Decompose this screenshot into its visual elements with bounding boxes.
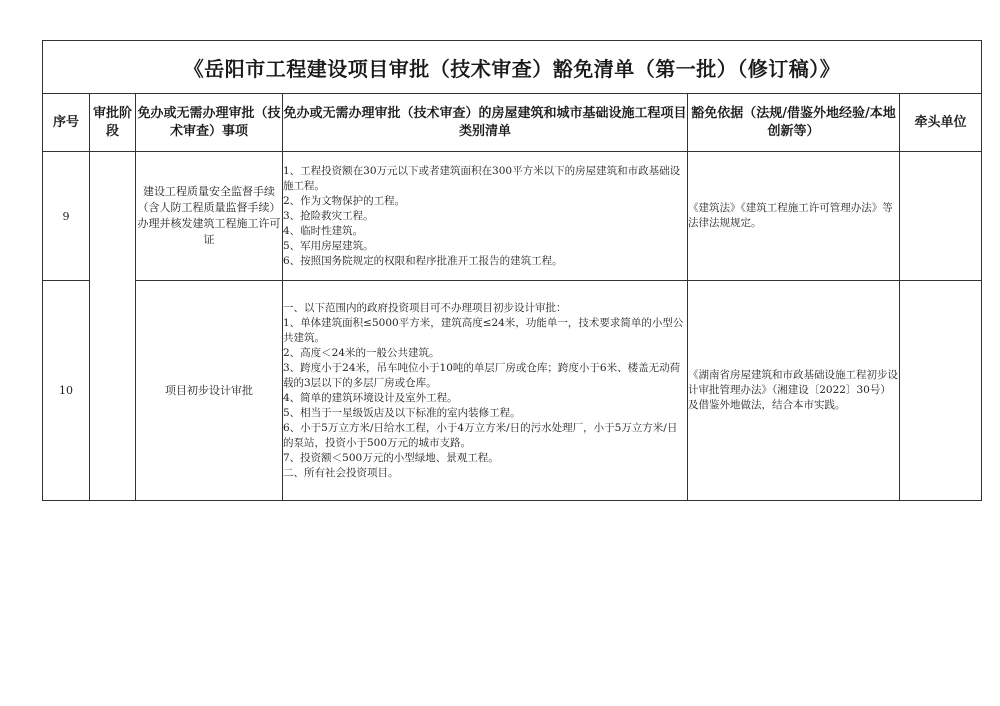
row-stage	[90, 152, 136, 501]
table-row	[43, 152, 982, 281]
row-basis: 《建筑法》《建筑工程施工许可管理办法》等法律法规规定。	[688, 152, 900, 281]
table-title: 《岳阳市工程建设项目审批（技术审查）豁免清单（第一批）（修订稿）》	[43, 41, 982, 94]
row-category-list	[283, 281, 688, 501]
list-item: 4、简单的建筑环境设计及室外工程。	[283, 391, 458, 404]
list-item: 3、跨度小于24米，吊车吨位小于10吨的单层厂房或仓库；跨度小于6米、楼盖无动荷载的3层以下的多层厂房或仓库。	[283, 361, 681, 389]
table-row	[43, 281, 982, 501]
row-item: 建设工程质量安全监督手续（含人防工程质量监督手续）办理并核发建筑工程施工许可证	[136, 152, 283, 281]
row-seq: 9	[43, 152, 90, 281]
header-seq: 序号	[43, 94, 90, 152]
row-lead	[900, 281, 982, 501]
row-seq: 10	[43, 281, 90, 501]
list-item: 5、军用房屋建筑。	[283, 239, 374, 252]
row-category-list	[283, 152, 688, 281]
list-item: 3、抢险救灾工程。	[283, 209, 374, 222]
list-item: 6、小于5万立方米/日给水工程，小于4万立方米/日的污水处理厂，小于5万立方米/日的泵站，投资小于500万元的城市支路。	[283, 421, 678, 449]
header-item: 免办或无需办理审批（技术审查）事项	[136, 94, 283, 152]
row-lead	[900, 152, 982, 281]
list-item: 1、工程投资额在30万元以下或者建筑面积在300平方米以下的房屋建筑和市政基础设施工程。	[283, 164, 681, 192]
list-item: 5、相当于一星级饭店及以下标准的室内装修工程。	[283, 406, 521, 419]
list-item: 1、单体建筑面积≤5000平方米，建筑高度≤24米，功能单一，技术要求简单的小型公共建筑。	[283, 316, 684, 344]
list-item: 6、按照国务院规定的权限和程序批准开工报告的建筑工程。	[283, 254, 563, 267]
header-lead: 牵头单位	[900, 94, 982, 152]
row-item: 项目初步设计审批	[136, 281, 283, 501]
header-basis: 豁免依据（法规/借鉴外地经验/本地创新等）	[688, 94, 900, 152]
header-category: 免办或无需办理审批（技术审查）的房屋建筑和城市基础设施工程项目类别清单	[283, 94, 688, 152]
list-item: 7、投资额＜500万元的小型绿地、景观工程。	[283, 451, 499, 464]
list-item: 2、作为文物保护的工程。	[283, 194, 406, 207]
header-stage: 审批阶段	[90, 94, 136, 152]
row-basis: 《湖南省房屋建筑和市政基础设施工程初步设计审批管理办法》（湘建设〔2022〕30号）及借鉴外地做法，结合本市实践。	[688, 281, 900, 501]
list-item: 2、高度＜24米的一般公共建筑。	[283, 346, 440, 359]
list-item: 一、以下范围内的政府投资项目可不办理项目初步设计审批：	[283, 301, 567, 314]
exemption-table	[42, 40, 982, 501]
list-item: 二、所有社会投资项目。	[283, 466, 399, 479]
list-item: 4、临时性建筑。	[283, 224, 364, 237]
